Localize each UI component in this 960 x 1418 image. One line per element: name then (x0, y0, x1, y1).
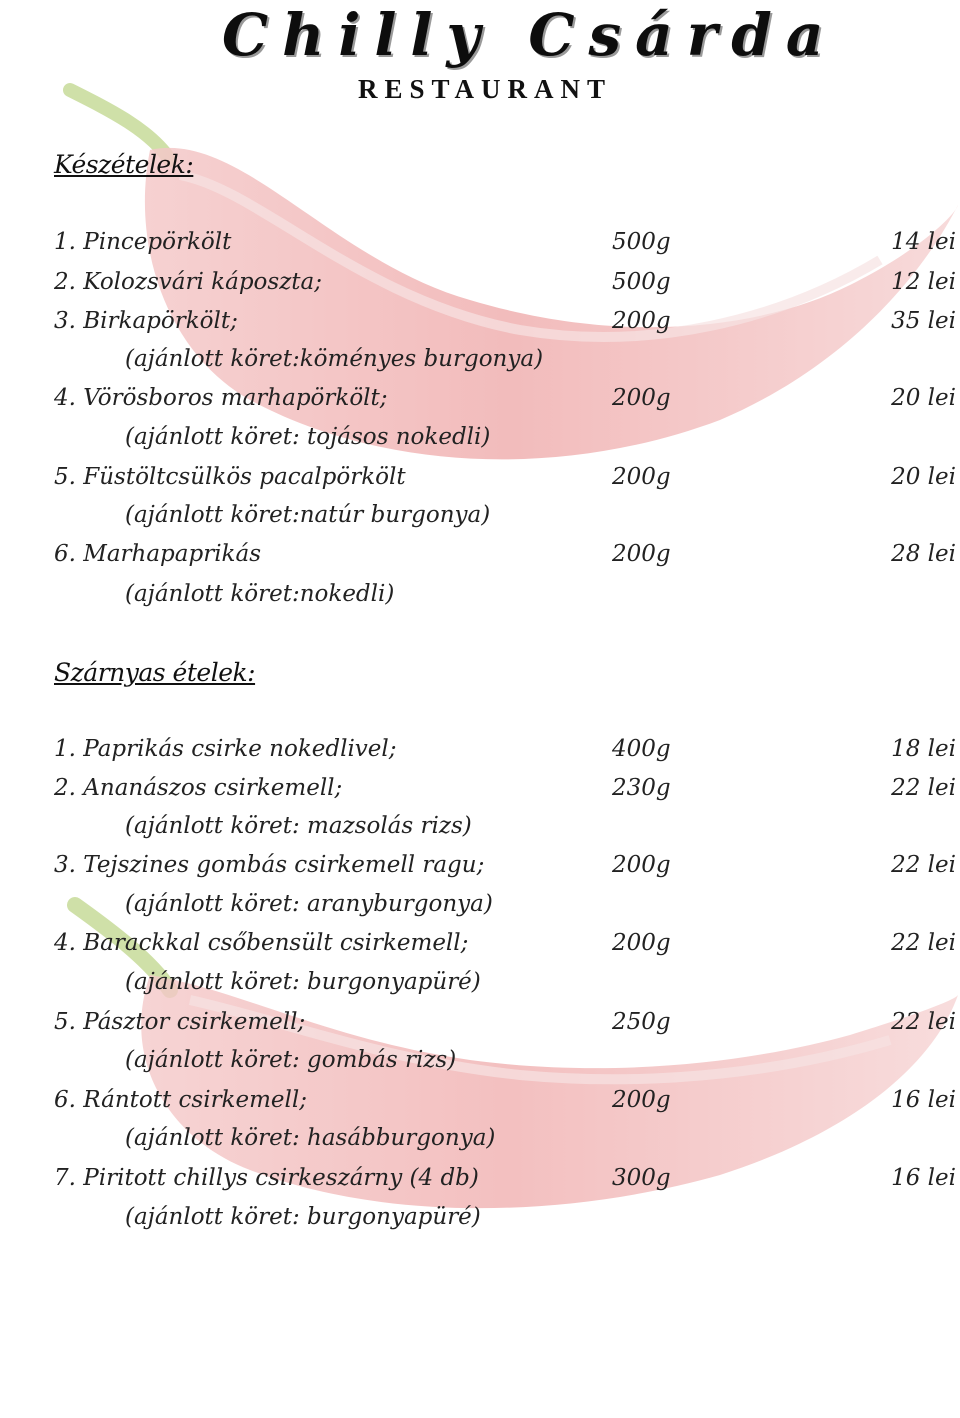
item-name: 2. Kolozsvári káposzta; (54, 269, 323, 295)
item-price: 16 lei (891, 1087, 956, 1113)
item-weight: 230g (612, 775, 671, 801)
item-price: 22 lei (891, 1009, 956, 1035)
item-side-dish-note: (ajánlott köret:nokedli) (125, 581, 395, 607)
menu-item (54, 457, 960, 497)
menu-item (54, 923, 960, 963)
item-weight: 200g (612, 1087, 671, 1113)
menu-item (54, 301, 960, 341)
menu-item (54, 378, 960, 418)
menu-item (54, 262, 960, 302)
restaurant-title: Chilly Csárda (222, 1, 838, 69)
menu-item (54, 768, 960, 808)
item-weight: 250g (612, 1009, 671, 1035)
item-price: 22 lei (891, 930, 956, 956)
item-weight: 500g (612, 229, 671, 255)
menu-item (54, 1158, 960, 1198)
item-side-dish-note: (ajánlott köret: burgonyapüré) (125, 969, 481, 995)
item-price: 12 lei (891, 269, 956, 295)
restaurant-subtitle: RESTAURANT (358, 74, 613, 104)
item-side-dish-note: (ajánlott köret: aranyburgonya) (125, 891, 493, 917)
menu-item (54, 1002, 960, 1042)
item-name: 1. Paprikás csirke nokedlivel; (54, 736, 397, 762)
item-price: 18 lei (891, 736, 956, 762)
item-weight: 300g (612, 1165, 671, 1191)
section-heading-szarnyas-etelek: Szárnyas ételek: (54, 658, 256, 687)
item-weight: 400g (612, 736, 671, 762)
item-name: 4. Vörösboros marhapörkölt; (54, 385, 388, 411)
item-price: 14 lei (891, 229, 956, 255)
item-side-dish-note: (ajánlott köret: tojásos nokedli) (125, 424, 491, 450)
item-price: 28 lei (891, 541, 956, 567)
item-price: 20 lei (891, 464, 956, 490)
item-name: 3. Birkapörkölt; (54, 308, 238, 334)
item-weight: 200g (612, 464, 671, 490)
item-name: 2. Ananászos csirkemell; (54, 775, 343, 801)
item-name: 5. Pásztor csirkemell; (54, 1009, 306, 1035)
menu-item (54, 729, 960, 769)
item-side-dish-note: (ajánlott köret: hasábburgonya) (125, 1125, 496, 1151)
item-price: 22 lei (891, 775, 956, 801)
item-name: 4. Barackkal csőbensült csirkemell; (54, 930, 469, 956)
menu-item (54, 222, 960, 262)
item-weight: 200g (612, 385, 671, 411)
item-weight: 500g (612, 269, 671, 295)
menu-item (54, 1080, 960, 1120)
menu-item (54, 534, 960, 574)
item-side-dish-note: (ajánlott köret: burgonyapüré) (125, 1204, 481, 1230)
item-weight: 200g (612, 852, 671, 878)
item-weight: 200g (612, 308, 671, 334)
item-price: 16 lei (891, 1165, 956, 1191)
item-price: 22 lei (891, 852, 956, 878)
item-price: 20 lei (891, 385, 956, 411)
item-weight: 200g (612, 541, 671, 567)
item-name: 6. Marhapaprikás (54, 541, 262, 567)
section-heading-keszetelek: Készételek: (54, 150, 194, 179)
item-side-dish-note: (ajánlott köret: gombás rizs) (125, 1047, 457, 1073)
item-name: 3. Tejszines gombás csirkemell ragu; (54, 852, 485, 878)
item-name: 1. Pincepörkölt (54, 229, 232, 255)
item-weight: 200g (612, 930, 671, 956)
item-side-dish-note: (ajánlott köret:natúr burgonya) (125, 502, 491, 528)
item-name: 5. Füstöltcsülkös pacalpörkölt (54, 464, 406, 490)
item-side-dish-note: (ajánlott köret: mazsolás rizs) (125, 813, 472, 839)
item-name: 7. Piritott chillys csirkeszárny (4 db) (54, 1165, 479, 1191)
item-name: 6. Rántott csirkemell; (54, 1087, 307, 1113)
item-price: 35 lei (891, 308, 956, 334)
menu-item (54, 845, 960, 885)
item-side-dish-note: (ajánlott köret:köményes burgonya) (125, 346, 544, 372)
